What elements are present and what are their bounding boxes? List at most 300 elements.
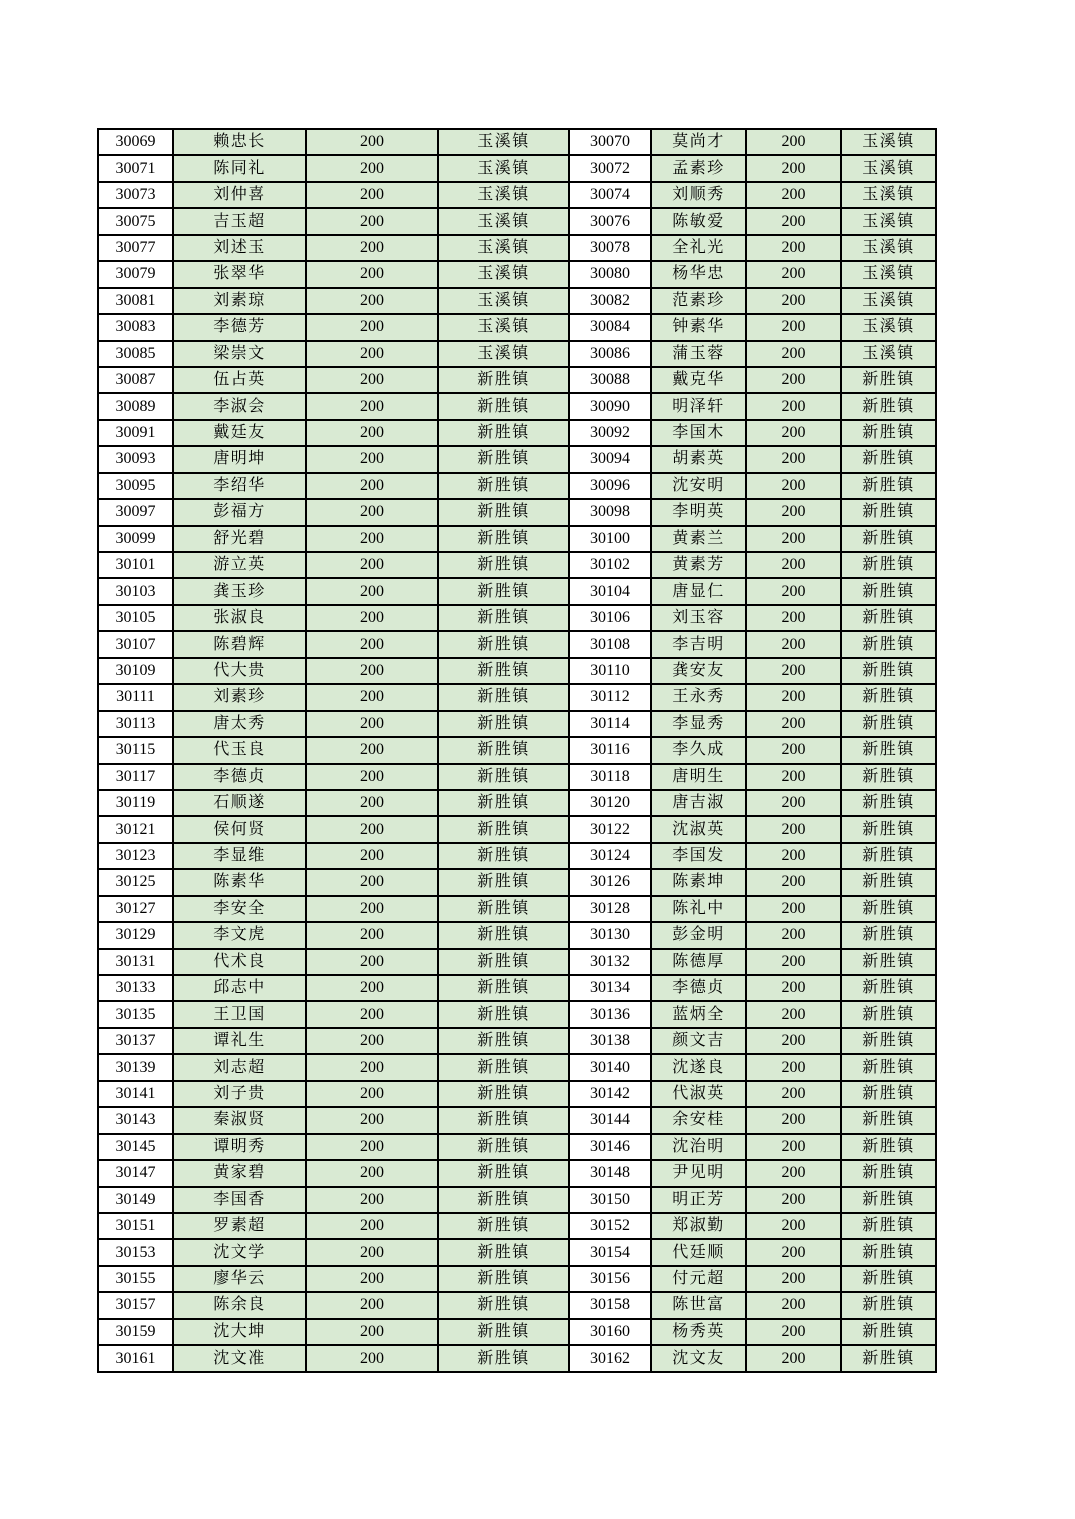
- town-cell: 新胜镇: [438, 552, 569, 578]
- person-id-cell: 30092: [569, 420, 651, 446]
- person-id-cell: 30161: [98, 1345, 173, 1372]
- person-name-cell: 刘玉容: [651, 605, 746, 631]
- amount-cell: 200: [306, 737, 438, 763]
- table-row: [98, 420, 936, 446]
- amount-cell: 200: [306, 499, 438, 525]
- person-id-cell: 30139: [98, 1054, 173, 1080]
- amount-cell: 200: [306, 182, 438, 208]
- amount-cell: 200: [746, 711, 841, 737]
- person-name-cell: 李文虎: [173, 922, 306, 948]
- person-id-cell: 30084: [569, 314, 651, 340]
- table-row: [98, 208, 936, 234]
- amount-cell: 200: [746, 764, 841, 790]
- amount-cell: 200: [306, 631, 438, 657]
- town-cell: 玉溪镇: [438, 182, 569, 208]
- person-id-cell: 30104: [569, 578, 651, 604]
- person-id-cell: 30072: [569, 155, 651, 181]
- person-id-cell: 30143: [98, 1107, 173, 1133]
- amount-cell: 200: [306, 605, 438, 631]
- person-id-cell: 30111: [98, 684, 173, 710]
- person-id-cell: 30129: [98, 922, 173, 948]
- person-name-cell: 李国木: [651, 420, 746, 446]
- person-id-cell: 30069: [98, 129, 173, 155]
- person-name-cell: 李显秀: [651, 711, 746, 737]
- person-name-cell: 李显维: [173, 843, 306, 869]
- person-id-cell: 30089: [98, 393, 173, 419]
- table-row: [98, 314, 936, 340]
- person-id-cell: 30075: [98, 208, 173, 234]
- person-id-cell: 30099: [98, 526, 173, 552]
- town-cell: 玉溪镇: [841, 288, 936, 314]
- town-cell: 新胜镇: [841, 1001, 936, 1027]
- town-cell: 新胜镇: [841, 1292, 936, 1318]
- person-name-cell: 李德贞: [651, 975, 746, 1001]
- town-cell: 玉溪镇: [438, 208, 569, 234]
- table-row: [98, 1134, 936, 1160]
- person-id-cell: 30097: [98, 499, 173, 525]
- town-cell: 新胜镇: [438, 499, 569, 525]
- town-cell: 新胜镇: [438, 1266, 569, 1292]
- amount-cell: 200: [306, 129, 438, 155]
- person-name-cell: 孟素珍: [651, 155, 746, 181]
- town-cell: 新胜镇: [841, 711, 936, 737]
- person-id-cell: 30130: [569, 922, 651, 948]
- amount-cell: 200: [306, 1134, 438, 1160]
- amount-cell: 200: [746, 1081, 841, 1107]
- table-row: [98, 737, 936, 763]
- amount-cell: 200: [306, 473, 438, 499]
- person-id-cell: 30100: [569, 526, 651, 552]
- town-cell: 新胜镇: [841, 764, 936, 790]
- person-id-cell: 30096: [569, 473, 651, 499]
- person-name-cell: 廖华云: [173, 1266, 306, 1292]
- amount-cell: 200: [306, 1319, 438, 1345]
- town-cell: 新胜镇: [841, 393, 936, 419]
- table-row: [98, 1054, 936, 1080]
- amount-cell: 200: [746, 446, 841, 472]
- town-cell: 新胜镇: [438, 896, 569, 922]
- amount-cell: 200: [746, 499, 841, 525]
- person-name-cell: 龚玉珍: [173, 578, 306, 604]
- person-id-cell: 30150: [569, 1187, 651, 1213]
- town-cell: 新胜镇: [438, 578, 569, 604]
- person-name-cell: 黄素芳: [651, 552, 746, 578]
- person-name-cell: 陈素坤: [651, 869, 746, 895]
- table-row: [98, 552, 936, 578]
- town-cell: 新胜镇: [438, 1001, 569, 1027]
- person-name-cell: 杨华忠: [651, 261, 746, 287]
- town-cell: 新胜镇: [841, 737, 936, 763]
- person-name-cell: 李明英: [651, 499, 746, 525]
- town-cell: 新胜镇: [841, 896, 936, 922]
- person-name-cell: 唐明坤: [173, 446, 306, 472]
- amount-cell: 200: [306, 1160, 438, 1186]
- amount-cell: 200: [306, 578, 438, 604]
- person-id-cell: 30102: [569, 552, 651, 578]
- person-id-cell: 30144: [569, 1107, 651, 1133]
- person-name-cell: 蓝炳全: [651, 1001, 746, 1027]
- person-id-cell: 30120: [569, 790, 651, 816]
- town-cell: 新胜镇: [438, 843, 569, 869]
- person-name-cell: 李吉明: [651, 631, 746, 657]
- town-cell: 新胜镇: [841, 816, 936, 842]
- amount-cell: 200: [746, 975, 841, 1001]
- person-id-cell: 30117: [98, 764, 173, 790]
- amount-cell: 200: [746, 1001, 841, 1027]
- person-id-cell: 30154: [569, 1239, 651, 1265]
- person-id-cell: 30128: [569, 896, 651, 922]
- person-id-cell: 30149: [98, 1187, 173, 1213]
- person-id-cell: 30157: [98, 1292, 173, 1318]
- amount-cell: 200: [306, 314, 438, 340]
- amount-cell: 200: [306, 367, 438, 393]
- person-id-cell: 30079: [98, 261, 173, 287]
- person-name-cell: 赖忠长: [173, 129, 306, 155]
- person-id-cell: 30153: [98, 1239, 173, 1265]
- person-id-cell: 30152: [569, 1213, 651, 1239]
- person-name-cell: 沈文学: [173, 1239, 306, 1265]
- person-name-cell: 唐吉淑: [651, 790, 746, 816]
- amount-cell: 200: [746, 1187, 841, 1213]
- person-id-cell: 30127: [98, 896, 173, 922]
- town-cell: 新胜镇: [438, 1213, 569, 1239]
- town-cell: 新胜镇: [841, 526, 936, 552]
- amount-cell: 200: [746, 552, 841, 578]
- person-id-cell: 30076: [569, 208, 651, 234]
- amount-cell: 200: [746, 314, 841, 340]
- person-name-cell: 李国香: [173, 1187, 306, 1213]
- town-cell: 新胜镇: [841, 1054, 936, 1080]
- amount-cell: 200: [306, 393, 438, 419]
- person-id-cell: 30070: [569, 129, 651, 155]
- town-cell: 新胜镇: [841, 1213, 936, 1239]
- amount-cell: 200: [746, 1107, 841, 1133]
- town-cell: 新胜镇: [438, 949, 569, 975]
- person-name-cell: 尹见明: [651, 1160, 746, 1186]
- town-cell: 新胜镇: [841, 658, 936, 684]
- person-name-cell: 范素珍: [651, 288, 746, 314]
- person-id-cell: 30109: [98, 658, 173, 684]
- person-name-cell: 明正芳: [651, 1187, 746, 1213]
- town-cell: 新胜镇: [438, 869, 569, 895]
- town-cell: 新胜镇: [841, 684, 936, 710]
- amount-cell: 200: [306, 341, 438, 367]
- table-row: [98, 1292, 936, 1318]
- town-cell: 玉溪镇: [841, 261, 936, 287]
- person-name-cell: 陈世富: [651, 1292, 746, 1318]
- person-name-cell: 陈素华: [173, 869, 306, 895]
- person-id-cell: 30074: [569, 182, 651, 208]
- table-row: [98, 1001, 936, 1027]
- town-cell: 玉溪镇: [841, 208, 936, 234]
- person-id-cell: 30125: [98, 869, 173, 895]
- person-id-cell: 30126: [569, 869, 651, 895]
- person-id-cell: 30155: [98, 1266, 173, 1292]
- person-id-cell: 30110: [569, 658, 651, 684]
- amount-cell: 200: [746, 737, 841, 763]
- person-id-cell: 30134: [569, 975, 651, 1001]
- person-name-cell: 代淑英: [651, 1081, 746, 1107]
- amount-cell: 200: [746, 922, 841, 948]
- person-id-cell: 30098: [569, 499, 651, 525]
- person-id-cell: 30136: [569, 1001, 651, 1027]
- table-row: [98, 235, 936, 261]
- town-cell: 新胜镇: [438, 737, 569, 763]
- person-id-cell: 30095: [98, 473, 173, 499]
- person-id-cell: 30124: [569, 843, 651, 869]
- person-name-cell: 李国发: [651, 843, 746, 869]
- town-cell: 新胜镇: [841, 790, 936, 816]
- amount-cell: 200: [306, 711, 438, 737]
- person-id-cell: 30146: [569, 1134, 651, 1160]
- town-cell: 新胜镇: [438, 367, 569, 393]
- table-row: [98, 975, 936, 1001]
- town-cell: 新胜镇: [438, 526, 569, 552]
- person-id-cell: 30133: [98, 975, 173, 1001]
- town-cell: 新胜镇: [438, 1160, 569, 1186]
- amount-cell: 200: [306, 208, 438, 234]
- person-id-cell: 30119: [98, 790, 173, 816]
- town-cell: 新胜镇: [841, 446, 936, 472]
- town-cell: 新胜镇: [841, 869, 936, 895]
- amount-cell: 200: [306, 1213, 438, 1239]
- amount-cell: 200: [746, 658, 841, 684]
- person-name-cell: 沈遂良: [651, 1054, 746, 1080]
- amount-cell: 200: [746, 208, 841, 234]
- person-name-cell: 黄家碧: [173, 1160, 306, 1186]
- table-row: [98, 1239, 936, 1265]
- table-row: [98, 288, 936, 314]
- table-row: [98, 578, 936, 604]
- person-name-cell: 杨秀英: [651, 1319, 746, 1345]
- person-name-cell: 龚安友: [651, 658, 746, 684]
- person-name-cell: 罗素超: [173, 1213, 306, 1239]
- table-row: [98, 843, 936, 869]
- town-cell: 新胜镇: [438, 1107, 569, 1133]
- person-name-cell: 唐显仁: [651, 578, 746, 604]
- person-id-cell: 30103: [98, 578, 173, 604]
- amount-cell: 200: [746, 1054, 841, 1080]
- town-cell: 玉溪镇: [841, 182, 936, 208]
- person-id-cell: 30108: [569, 631, 651, 657]
- amount-cell: 200: [306, 1001, 438, 1027]
- table-row: [98, 869, 936, 895]
- amount-cell: 200: [746, 869, 841, 895]
- table-row: [98, 261, 936, 287]
- town-cell: 新胜镇: [438, 684, 569, 710]
- amount-cell: 200: [746, 367, 841, 393]
- person-id-cell: 30147: [98, 1160, 173, 1186]
- amount-cell: 200: [746, 420, 841, 446]
- town-cell: 玉溪镇: [438, 155, 569, 181]
- person-id-cell: 30091: [98, 420, 173, 446]
- person-id-cell: 30077: [98, 235, 173, 261]
- person-id-cell: 30081: [98, 288, 173, 314]
- person-id-cell: 30140: [569, 1054, 651, 1080]
- amount-cell: 200: [746, 605, 841, 631]
- person-name-cell: 代廷顺: [651, 1239, 746, 1265]
- table-row: [98, 393, 936, 419]
- person-id-cell: 30123: [98, 843, 173, 869]
- town-cell: 新胜镇: [438, 605, 569, 631]
- person-name-cell: 刘仲喜: [173, 182, 306, 208]
- amount-cell: 200: [746, 129, 841, 155]
- amount-cell: 200: [746, 631, 841, 657]
- town-cell: 新胜镇: [438, 1081, 569, 1107]
- amount-cell: 200: [746, 816, 841, 842]
- person-name-cell: 张翠华: [173, 261, 306, 287]
- person-id-cell: 30087: [98, 367, 173, 393]
- table-row: [98, 1081, 936, 1107]
- person-name-cell: 郑淑勤: [651, 1213, 746, 1239]
- amount-cell: 200: [746, 1213, 841, 1239]
- amount-cell: 200: [306, 1266, 438, 1292]
- table-row: [98, 1213, 936, 1239]
- amount-cell: 200: [306, 155, 438, 181]
- person-name-cell: 秦淑贤: [173, 1107, 306, 1133]
- person-name-cell: 代玉良: [173, 737, 306, 763]
- person-name-cell: 陈德厚: [651, 949, 746, 975]
- person-id-cell: 30115: [98, 737, 173, 763]
- town-cell: 新胜镇: [438, 1054, 569, 1080]
- person-id-cell: 30122: [569, 816, 651, 842]
- town-cell: 新胜镇: [438, 975, 569, 1001]
- amount-cell: 200: [306, 1081, 438, 1107]
- person-name-cell: 戴克华: [651, 367, 746, 393]
- amount-cell: 200: [746, 155, 841, 181]
- person-name-cell: 沈治明: [651, 1134, 746, 1160]
- table-row: [98, 1107, 936, 1133]
- person-id-cell: 30083: [98, 314, 173, 340]
- table-row: [98, 1319, 936, 1345]
- town-cell: 新胜镇: [438, 1319, 569, 1345]
- town-cell: 玉溪镇: [841, 155, 936, 181]
- amount-cell: 200: [306, 684, 438, 710]
- person-name-cell: 代术良: [173, 949, 306, 975]
- table-row: [98, 1266, 936, 1292]
- town-cell: 新胜镇: [438, 816, 569, 842]
- amount-cell: 200: [746, 1319, 841, 1345]
- person-name-cell: 沈淑英: [651, 816, 746, 842]
- person-id-cell: 30148: [569, 1160, 651, 1186]
- town-cell: 新胜镇: [438, 393, 569, 419]
- person-id-cell: 30121: [98, 816, 173, 842]
- amount-cell: 200: [306, 658, 438, 684]
- person-name-cell: 蒲玉蓉: [651, 341, 746, 367]
- amount-cell: 200: [306, 526, 438, 552]
- amount-cell: 200: [746, 1266, 841, 1292]
- person-id-cell: 30159: [98, 1319, 173, 1345]
- table-row: [98, 1160, 936, 1186]
- person-name-cell: 刘顺秀: [651, 182, 746, 208]
- person-name-cell: 游立英: [173, 552, 306, 578]
- person-id-cell: 30118: [569, 764, 651, 790]
- person-name-cell: 代大贵: [173, 658, 306, 684]
- person-name-cell: 梁崇文: [173, 341, 306, 367]
- amount-cell: 200: [746, 1239, 841, 1265]
- table-row: [98, 1028, 936, 1054]
- person-id-cell: 30162: [569, 1345, 651, 1372]
- person-id-cell: 30101: [98, 552, 173, 578]
- person-name-cell: 付元超: [651, 1266, 746, 1292]
- town-cell: 新胜镇: [841, 843, 936, 869]
- amount-cell: 200: [746, 261, 841, 287]
- table-row: [98, 182, 936, 208]
- town-cell: 玉溪镇: [438, 341, 569, 367]
- roster-table: [97, 128, 937, 1373]
- amount-cell: 200: [306, 816, 438, 842]
- person-id-cell: 30093: [98, 446, 173, 472]
- town-cell: 新胜镇: [841, 420, 936, 446]
- person-id-cell: 30113: [98, 711, 173, 737]
- amount-cell: 200: [306, 896, 438, 922]
- town-cell: 新胜镇: [438, 1239, 569, 1265]
- person-name-cell: 刘子贵: [173, 1081, 306, 1107]
- town-cell: 新胜镇: [438, 473, 569, 499]
- town-cell: 玉溪镇: [841, 341, 936, 367]
- table-row: [98, 473, 936, 499]
- amount-cell: 200: [746, 1028, 841, 1054]
- town-cell: 新胜镇: [841, 949, 936, 975]
- amount-cell: 200: [746, 578, 841, 604]
- town-cell: 新胜镇: [438, 1134, 569, 1160]
- amount-cell: 200: [746, 341, 841, 367]
- person-name-cell: 舒光碧: [173, 526, 306, 552]
- person-name-cell: 张淑良: [173, 605, 306, 631]
- person-id-cell: 30160: [569, 1319, 651, 1345]
- amount-cell: 200: [746, 1292, 841, 1318]
- table-row: [98, 949, 936, 975]
- town-cell: 玉溪镇: [438, 314, 569, 340]
- amount-cell: 200: [746, 182, 841, 208]
- person-name-cell: 李久成: [651, 737, 746, 763]
- town-cell: 玉溪镇: [438, 235, 569, 261]
- amount-cell: 200: [306, 1345, 438, 1372]
- person-name-cell: 伍占英: [173, 367, 306, 393]
- person-id-cell: 30141: [98, 1081, 173, 1107]
- person-id-cell: 30132: [569, 949, 651, 975]
- amount-cell: 200: [306, 1028, 438, 1054]
- town-cell: 玉溪镇: [438, 129, 569, 155]
- amount-cell: 200: [306, 1107, 438, 1133]
- person-id-cell: 30088: [569, 367, 651, 393]
- person-id-cell: 30112: [569, 684, 651, 710]
- table-row: [98, 1345, 936, 1372]
- person-name-cell: 刘素珍: [173, 684, 306, 710]
- town-cell: 新胜镇: [841, 1266, 936, 1292]
- town-cell: 新胜镇: [438, 922, 569, 948]
- person-id-cell: 30142: [569, 1081, 651, 1107]
- person-name-cell: 李安全: [173, 896, 306, 922]
- town-cell: 新胜镇: [841, 552, 936, 578]
- amount-cell: 200: [306, 869, 438, 895]
- person-name-cell: 唐明生: [651, 764, 746, 790]
- person-id-cell: 30116: [569, 737, 651, 763]
- person-name-cell: 全礼光: [651, 235, 746, 261]
- person-id-cell: 30086: [569, 341, 651, 367]
- table-row: [98, 711, 936, 737]
- person-id-cell: 30114: [569, 711, 651, 737]
- person-id-cell: 30071: [98, 155, 173, 181]
- person-name-cell: 侯何贤: [173, 816, 306, 842]
- amount-cell: 200: [306, 446, 438, 472]
- amount-cell: 200: [306, 843, 438, 869]
- person-id-cell: 30145: [98, 1134, 173, 1160]
- amount-cell: 200: [306, 261, 438, 287]
- person-id-cell: 30082: [569, 288, 651, 314]
- person-name-cell: 戴廷友: [173, 420, 306, 446]
- town-cell: 新胜镇: [438, 1028, 569, 1054]
